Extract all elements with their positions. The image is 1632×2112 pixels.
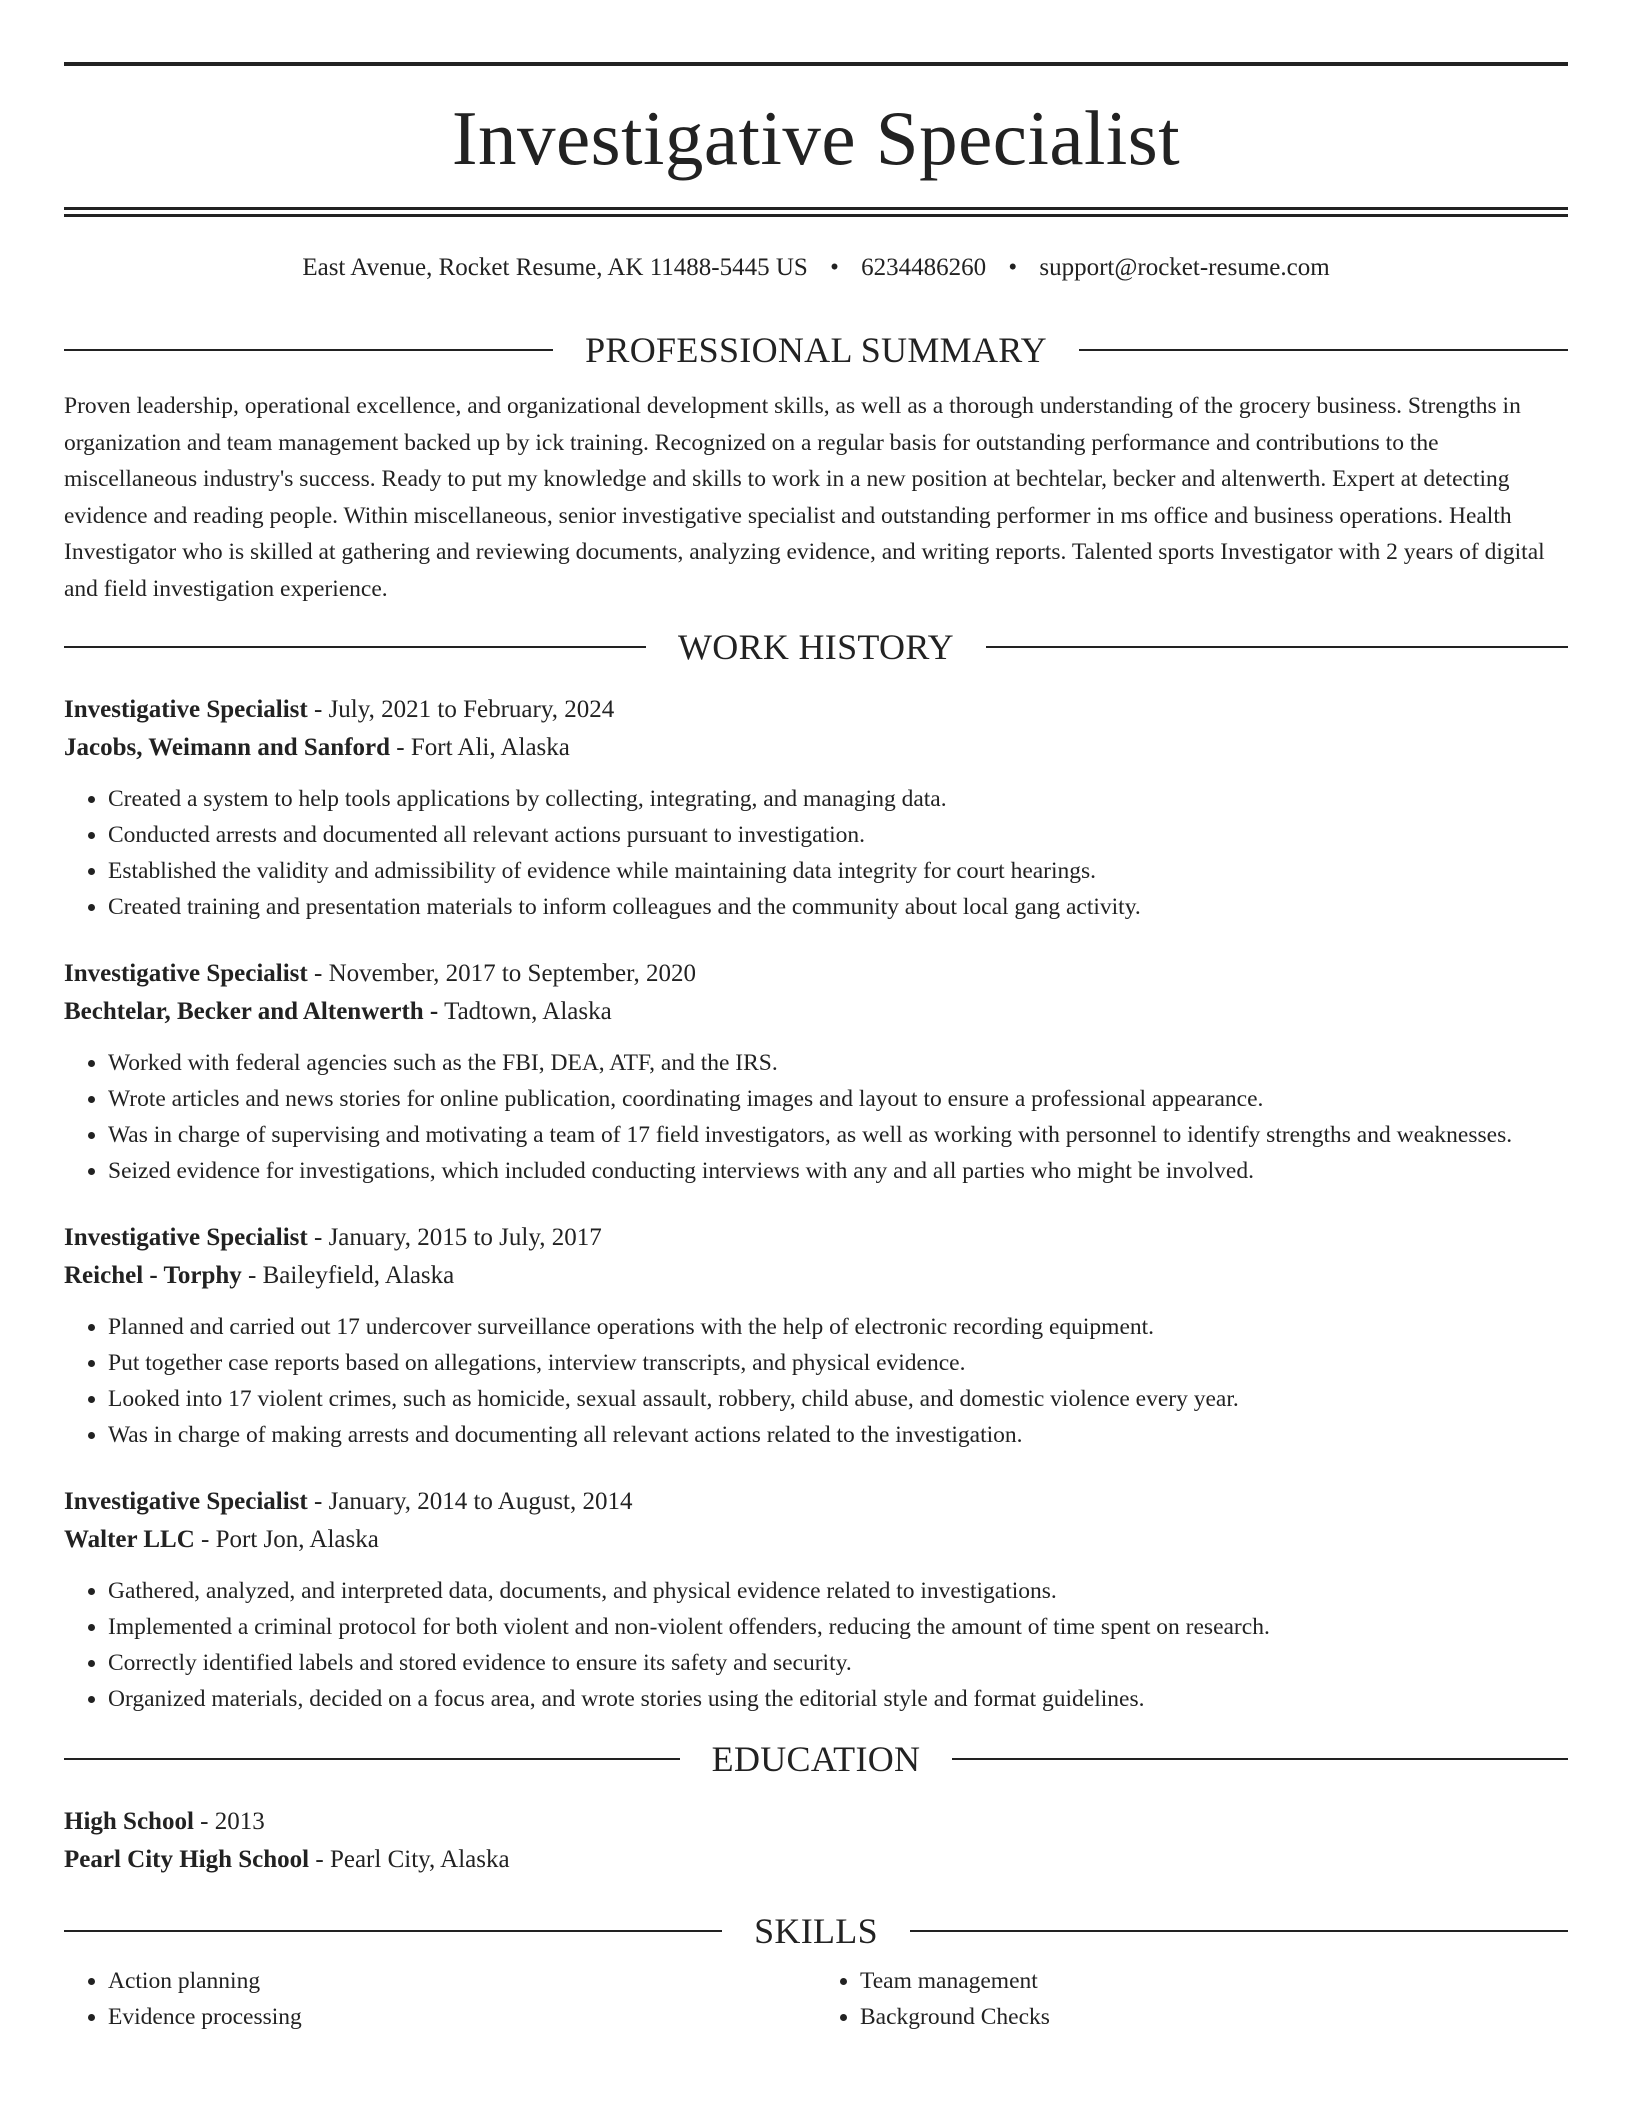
job-company: Jacobs, Weimann and Sanford [64,734,391,761]
title-double-rule [64,207,1568,217]
job-bullets [64,1309,1568,1453]
job-company-line [64,1521,1568,1559]
education-degree: High School [64,1808,194,1835]
contact-email: support@rocket-resume.com [1039,254,1330,281]
section-heading-education [64,1741,1568,1777]
job-title: Investigative Specialist [64,696,308,723]
education-degree-line [64,1803,1568,1841]
skills-column-left [64,1963,816,2035]
skills-column-right [816,1963,1568,2035]
job-title: Investigative Specialist [64,1488,308,1515]
job-entry [64,691,1568,925]
contact-address: East Avenue, Rocket Resume, AK 11488-5445 US [302,254,808,281]
job-bullet: • Wrote articles and news stories for online publication, coordinating images and layout to ensure a professional appearance. [108,1081,1568,1117]
job-bullet: • Implemented a criminal protocol for both violent and non-violent offenders, reducing the amount of time spent on research. [108,1609,1568,1645]
job-bullet: • Correctly identified labels and stored evidence to ensure its safety and security. [108,1645,1568,1681]
skill-item: • Background Checks [860,1999,1568,2035]
job-bullet: • Conducted arrests and documented all relevant actions pursuant to investigation. [108,817,1568,853]
job-company: Reichel - Torphy [64,1262,242,1289]
section-title: EDUCATION [711,1739,921,1779]
skill-item: • Evidence processing [108,1999,816,2035]
top-rule [64,62,1568,66]
contact-line [64,255,1568,280]
job-bullet: • Organized materials, decided on a focus area, and wrote stories using the editorial style and format guidelines. [108,1681,1568,1717]
resume-title: Investigative Specialist [451,95,1181,181]
job-bullet: • Established the validity and admissibility of evidence while maintaining data integrity for court hearings. [108,853,1568,889]
heading-rule-left [64,349,553,351]
job-bullet: • Looked into 17 violent crimes, such as homicide, sexual assault, robbery, child abuse, and domestic violence every year. [108,1381,1568,1417]
job-bullets [64,1573,1568,1717]
skills-list [64,1963,1568,2035]
education-year: - 2013 [193,1808,265,1835]
job-bullet: • Was in charge of making arrests and documenting all relevant actions related to the investigation. [108,1417,1568,1453]
contact-separator: • [1008,254,1018,281]
job-title-line [64,955,1568,993]
section-heading-skills [64,1913,1568,1949]
job-dates: - January, 2014 to August, 2014 [307,1488,633,1515]
job-entry [64,1219,1568,1453]
job-dates: - January, 2015 to July, 2017 [307,1224,602,1251]
section-heading-work [64,629,1568,665]
contact-separator: • [830,254,839,281]
job-title-line [64,691,1568,729]
job-bullet: • Was in charge of supervising and motivating a team of 17 field investigators, as well as working with personnel to identify strengths and weaknesses. [108,1117,1568,1153]
skill-item: • Action planning [108,1963,816,1999]
job-bullet: • Gathered, analyzed, and interpreted data, documents, and physical evidence related to investigations. [108,1573,1568,1609]
job-company: Walter LLC [64,1526,195,1553]
summary-text: Proven leadership, operational excellence, and organizational development skills, as well as a thorough understanding of the grocery business. Strengths in organization and team management backed up by ick training. Recognized on a regular basis for outstanding performance and contributions to the miscellaneous industry's success. Ready to put my knowledge and skills to work in a new position at bechtelar, becker and altenwerth. Expert at detecting evidence and reading people. Within miscellaneous, senior investigative specialist and outstanding performer in ms office and business operations. Health Investigator who is skilled at gathering and reviewing documents, analyzing evidence, and writing reports. Talented sports Investigator with 2 years of digital and field investigation experience. [64,393,1545,602]
education-school: Pearl City High School [64,1846,310,1873]
job-location: - Baileyfield, Alaska [241,1262,455,1289]
skill-item: • Team management [860,1963,1568,1999]
section-title: SKILLS [754,1911,878,1951]
job-company-line [64,993,1568,1031]
job-dates: - November, 2017 to September, 2020 [307,960,696,987]
contact-phone: 6234486260 [861,254,987,281]
job-title-line [64,1483,1568,1521]
job-title: Investigative Specialist [64,1224,308,1251]
heading-rule-right [1079,349,1568,351]
section-title: WORK HISTORY [678,627,954,667]
section-title: PROFESSIONAL SUMMARY [585,330,1047,370]
job-bullets [64,1045,1568,1189]
job-dates: - July, 2021 to February, 2024 [307,696,615,723]
job-bullet: • Planned and carried out 17 undercover surveillance operations with the help of electronic recording equipment. [108,1309,1568,1345]
job-company: Bechtelar, Becker and Altenwerth - [64,998,439,1025]
job-entry [64,955,1568,1189]
job-bullet: • Worked with federal agencies such as the FBI, DEA, ATF, and the IRS. [108,1045,1568,1081]
job-bullet: • Seized evidence for investigations, which included conducting interviews with any and all parties who might be involved. [108,1153,1568,1189]
job-company-line [64,1257,1568,1295]
heading-rule-left [64,1758,680,1760]
job-bullet: • Created training and presentation materials to inform colleagues and the community about local gang activity. [108,889,1568,925]
job-bullet: • Put together case reports based on allegations, interview transcripts, and physical evidence. [108,1345,1568,1381]
job-bullet: • Created a system to help tools applications by collecting, integrating, and managing data. [108,781,1568,817]
job-title-line [64,1219,1568,1257]
heading-rule-left [64,646,646,648]
heading-rule-right [986,646,1568,648]
job-company-line [64,729,1568,767]
job-title: Investigative Specialist [64,960,308,987]
heading-rule-right [910,1930,1568,1932]
education-entry [64,1803,1568,1879]
job-bullets [64,781,1568,925]
job-location: Tadtown, Alaska [438,998,612,1025]
section-heading-summary [64,332,1568,368]
job-entry [64,1483,1568,1717]
heading-rule-left [64,1930,722,1932]
job-location: - Port Jon, Alaska [194,1526,379,1553]
education-location: - Pearl City, Alaska [309,1846,510,1873]
heading-rule-right [952,1758,1568,1760]
job-location: - Fort Ali, Alaska [390,734,570,761]
education-school-line [64,1841,1568,1879]
